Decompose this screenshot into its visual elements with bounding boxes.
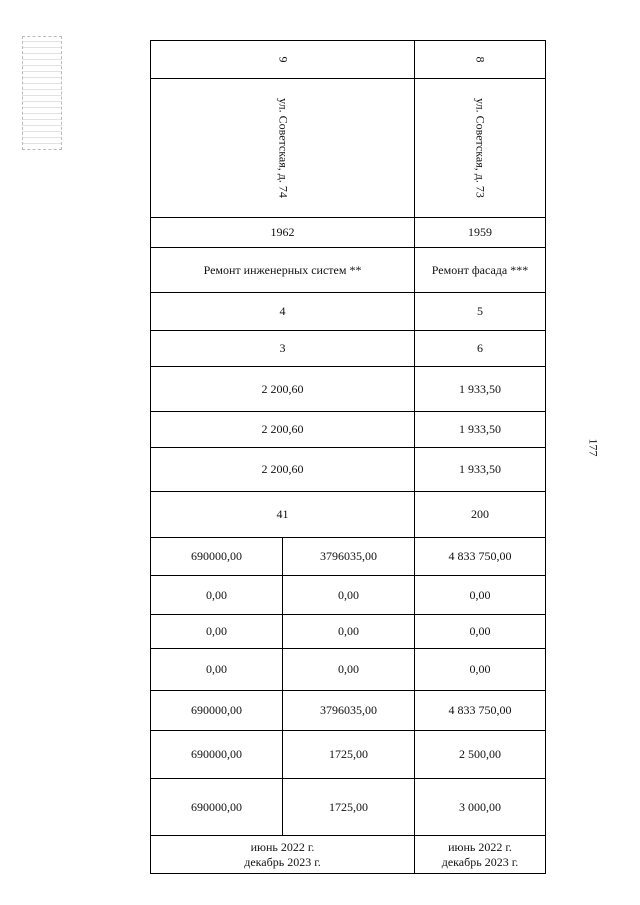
cell-area3-left: 2 200,60 [151,448,415,492]
cell-limit-cost-right: 3 000,00 [415,779,546,836]
cell-residents-right: 200 [415,492,546,538]
table-row [151,79,546,218]
cell-area2-right: 1 933,50 [415,412,546,448]
cell-work-left: Ремонт инженерных систем ** [151,248,415,293]
table-row [151,538,546,576]
table-row [151,576,546,615]
cell-cost-owners-a: 690000,00 [151,691,283,731]
cell-number-left: 9 [151,41,415,79]
table-row [151,448,546,492]
table-row [151,367,546,412]
table-row [151,41,546,79]
cell-row5-left: 3 [151,331,415,367]
table-row [151,836,546,874]
cell-unit-cost-right: 2 500,00 [415,731,546,779]
cell-area2-left: 2 200,60 [151,412,415,448]
cell-limit-cost-a: 690000,00 [151,779,283,836]
cell-cost-fund-a: 0,00 [151,576,283,615]
cell-unit-cost-b: 1725,00 [283,731,415,779]
cell-limit-cost-b: 1725,00 [283,779,415,836]
table-row [151,218,546,248]
table-row [151,331,546,367]
cell-cost-total-a: 690000,00 [151,538,283,576]
table-row [151,779,546,836]
cell-row4-left: 4 [151,293,415,331]
page-number: 177 [586,438,601,457]
cell-cost-owners-b: 3796035,00 [283,691,415,731]
cell-period-right: июнь 2022 г. декабрь 2023 г. [415,836,546,874]
cell-row4-right: 5 [415,293,546,331]
table-row [151,649,546,691]
table-row [151,492,546,538]
table-row [151,615,546,649]
cell-cost-total-b: 3796035,00 [283,538,415,576]
cell-cost-fund-right: 0,00 [415,576,546,615]
table-row [151,412,546,448]
cell-address-right: ул. Советская, д. 73 [415,79,546,218]
program-table [150,40,546,874]
table-row [151,731,546,779]
cell-cost-fund-b: 0,00 [283,576,415,615]
cell-area1-left: 2 200,60 [151,367,415,412]
cell-address-left: ул. Советская, д. 74 [151,79,415,218]
cell-area1-right: 1 933,50 [415,367,546,412]
cell-cost-total-right: 4 833 750,00 [415,538,546,576]
cell-row5-right: 6 [415,331,546,367]
table-row [151,691,546,731]
archive-stamp-image [22,36,62,150]
cell-year-left: 1962 [151,218,415,248]
cell-cost-owners-right: 4 833 750,00 [415,691,546,731]
cell-cost-budget-a: 0,00 [151,615,283,649]
cell-year-right: 1959 [415,218,546,248]
cell-unit-cost-a: 690000,00 [151,731,283,779]
cell-period-left: июнь 2022 г. декабрь 2023 г. [151,836,415,874]
cell-area3-right: 1 933,50 [415,448,546,492]
table-row [151,293,546,331]
cell-cost-local-right: 0,00 [415,649,546,691]
cell-work-right: Ремонт фасада *** [415,248,546,293]
cell-cost-local-a: 0,00 [151,649,283,691]
cell-cost-budget-b: 0,00 [283,615,415,649]
cell-cost-local-b: 0,00 [283,649,415,691]
cell-residents-left: 41 [151,492,415,538]
cell-number-right: 8 [415,41,546,79]
table-row [151,248,546,293]
cell-cost-budget-right: 0,00 [415,615,546,649]
